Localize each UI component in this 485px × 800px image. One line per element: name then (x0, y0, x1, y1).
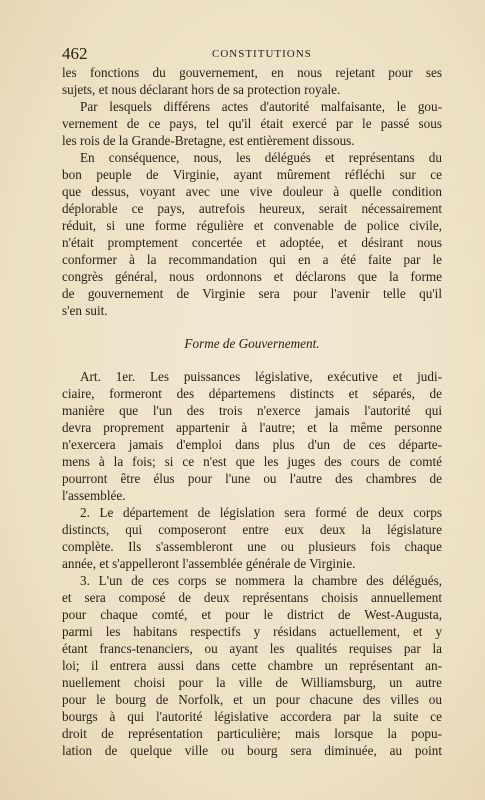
text-line: devra proprement appartenir à l'autre; et la même personne (62, 420, 442, 435)
text-line: Par lesquels différens actes d'autorité malfaisante, le gou- (80, 99, 442, 114)
text-line: 2. Le département de législation sera formé de deux corps (80, 505, 442, 520)
text-line: complète. Ils s'assembleront une ou plusieurs fois chaque (62, 539, 442, 554)
text-line: de gouvernement de Virginie sera pour l'avenir telle qu'il (62, 286, 442, 301)
text-line: En conséquence, nous, les délégués et représentans du (80, 150, 442, 165)
text-line: mens à la fois; si ce n'est que les juges des cours de comté (62, 454, 442, 469)
text-line: distincts, qui composeront entre eux deux la législature (62, 522, 442, 537)
text-line: réduit, si une forme régulière et convenable de police civile, (62, 218, 442, 233)
text-line: loi; il entrera aussi dans cette chambre un représentant an- (62, 658, 442, 673)
text-line: pourront être élus pour l'une ou l'autre des chambres de (62, 471, 442, 486)
text-line: et sera composé de deux représentans choisis annuellement (62, 590, 442, 605)
text-line: pour chaque comté, et pour le district de West-Augusta, (62, 607, 442, 622)
text-line: vernement de ce pays, tel qu'il était exercé par le passé sous (62, 116, 442, 131)
body-text (62, 64, 442, 759)
text-line: déplorable ce pays, autrefois heureux, serait nécessairement (62, 201, 442, 216)
section-title: Forme de Gouvernement. (184, 336, 320, 351)
text-line: n'était promptement concertée et adoptée, et désirant nous (62, 235, 442, 250)
text-line: 3. L'un de ces corps se nommera la chambre des délégués, (80, 573, 442, 588)
page-number: 462 (62, 44, 88, 63)
text-line: congrès général, nous ordonnons et déclarons que la forme (62, 269, 442, 284)
text-line: nuellement choisi pour la ville de Williamsburg, un autre (62, 675, 442, 690)
text-line: manière que l'un des trois n'exerce jamais l'autorité qui (62, 403, 442, 418)
text-line: ciaire, formeront des départemens distincts et séparés, de (62, 386, 442, 401)
text-line: que dessus, voyant avec une vive douleur à quelle condition (62, 184, 442, 199)
text-line: les rois de la Grande-Bretagne, est entièrement dissous. (62, 133, 355, 148)
text-line: conformer à la recommandation qui en a été faite par le (62, 252, 442, 267)
running-title: CONSTITUTIONS (212, 48, 312, 60)
text-line: l'assemblée. (62, 488, 126, 503)
text-line: Art. 1er. Les puissances législative, exécutive et judi- (80, 369, 442, 384)
text-line: les fonctions du gouvernement, en nous rejetant pour ses (62, 65, 442, 80)
text-line: pour le bourg de Norfolk, et un pour chacune des villes ou (62, 692, 442, 707)
text-line: sujets, et nous déclarant hors de sa protection royale. (62, 82, 341, 97)
text-line: n'exercera jamais d'emploi dans plus d'un de ces départe- (62, 437, 442, 452)
text-line: droit de représentation particulière; mais lorsque la popu- (62, 726, 442, 741)
text-line: lation de quelque ville ou bourg sera diminuée, au point (62, 743, 442, 758)
page-header (62, 44, 442, 64)
text-line: bourgs à qui l'autorité législative accordera par la suite ce (62, 709, 442, 724)
text-line: parmi les habitans respectifs y résidans actuellement, et y (62, 624, 442, 639)
text-line: étant francs-tenanciers, ou ayant les qualités requises par la (62, 641, 442, 656)
text-line: bon peuple de Virginie, ayant mûrement réfléchi sur ce (62, 167, 442, 182)
text-line: s'en suit. (62, 303, 108, 318)
text-line: année, et s'appelleront l'assemblée générale de Virginie. (62, 556, 356, 571)
